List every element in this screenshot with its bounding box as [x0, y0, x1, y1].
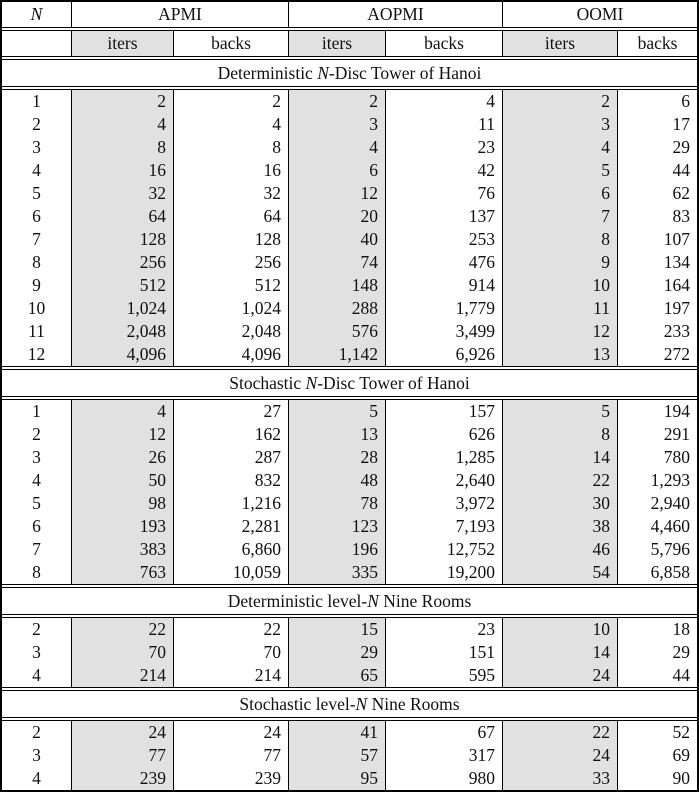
- section-title-row: [2, 588, 697, 614]
- iters-cell: 38: [502, 515, 617, 538]
- section-title-row: [2, 691, 697, 717]
- iters-cell: 30: [502, 492, 617, 515]
- table-row: [2, 343, 697, 366]
- backs-cell: 832: [173, 469, 288, 492]
- iters-cell: 74: [288, 251, 385, 274]
- iters-cell: 10: [502, 274, 617, 297]
- iters-cell: 13: [502, 343, 617, 366]
- iters-cell: 5: [502, 400, 617, 423]
- backs-cell: 2: [173, 90, 288, 113]
- backs-cell: 914: [385, 274, 502, 297]
- iters-cell: 8: [502, 423, 617, 446]
- iters-cell: 22: [502, 721, 617, 744]
- backs-cell: 1,024: [173, 297, 288, 320]
- backs-cell: 3,972: [385, 492, 502, 515]
- backs-cell: 1,285: [385, 446, 502, 469]
- iters-cell: 95: [288, 767, 385, 790]
- backs-cell: 4: [173, 113, 288, 136]
- iters-cell: 29: [288, 641, 385, 664]
- backs-cell: 197: [617, 297, 697, 320]
- backs-cell: 6,858: [617, 561, 697, 584]
- section-title-block: [2, 690, 697, 718]
- section-title-row: [2, 370, 697, 396]
- backs-cell: 2,048: [173, 320, 288, 343]
- backs-cell: 137: [385, 205, 502, 228]
- iters-cell: 22: [71, 618, 173, 641]
- n-cell: 4: [32, 160, 41, 180]
- subheader-aopmi-iters: iters: [288, 31, 385, 56]
- section-title-prefix: Deterministic: [217, 63, 318, 83]
- iters-cell: 2: [288, 90, 385, 113]
- backs-cell: 2,281: [173, 515, 288, 538]
- backs-cell: 291: [617, 423, 697, 446]
- iters-cell: 65: [288, 664, 385, 687]
- iters-cell: 4,096: [71, 343, 173, 366]
- section-title: [2, 588, 697, 614]
- iters-cell: 1,142: [288, 343, 385, 366]
- backs-cell: 3,499: [385, 320, 502, 343]
- backs-cell: 164: [617, 274, 697, 297]
- table-row: [2, 274, 697, 297]
- section-title-block: [2, 59, 697, 87]
- section-title-italic: N: [355, 694, 368, 714]
- iters-cell: 214: [71, 664, 173, 687]
- iters-cell: 193: [71, 515, 173, 538]
- iters-cell: 54: [502, 561, 617, 584]
- table-row: [2, 400, 697, 423]
- backs-cell: 512: [173, 274, 288, 297]
- backs-cell: 90: [617, 767, 697, 790]
- n-cell: 2: [32, 424, 41, 444]
- section-body-block: [2, 720, 697, 790]
- n-cell: 2: [32, 114, 41, 134]
- n-cell: 2: [32, 619, 41, 639]
- subheader-aopmi-backs: backs: [385, 31, 502, 56]
- n-cell: 3: [32, 642, 41, 662]
- iters-cell: 2,048: [71, 320, 173, 343]
- table-row: [2, 515, 697, 538]
- iters-cell: 239: [71, 767, 173, 790]
- backs-cell: 52: [617, 721, 697, 744]
- n-cell: 9: [32, 275, 41, 295]
- iters-cell: 40: [288, 228, 385, 251]
- iters-cell: 383: [71, 538, 173, 561]
- iters-cell: 512: [71, 274, 173, 297]
- backs-cell: 10,059: [173, 561, 288, 584]
- iters-cell: 50: [71, 469, 173, 492]
- iters-cell: 4: [71, 400, 173, 423]
- section-title-suffix: -Disc Tower of Hanoi: [328, 63, 482, 83]
- table-row: [2, 664, 697, 687]
- backs-cell: 42: [385, 159, 502, 182]
- n-cell: 5: [32, 183, 41, 203]
- n-cell: 4: [32, 665, 41, 685]
- backs-cell: 1,216: [173, 492, 288, 515]
- iters-cell: 77: [71, 744, 173, 767]
- table-row: [2, 205, 697, 228]
- iters-cell: 256: [71, 251, 173, 274]
- table-subheader-row: [2, 31, 697, 56]
- section-title-block: [2, 587, 697, 615]
- section-title-suffix: Nine Rooms: [367, 694, 460, 714]
- iters-cell: 763: [71, 561, 173, 584]
- backs-cell: 7,193: [385, 515, 502, 538]
- backs-cell: 23: [385, 618, 502, 641]
- backs-cell: 12,752: [385, 538, 502, 561]
- backs-cell: 157: [385, 400, 502, 423]
- section-title: [2, 691, 697, 717]
- table-row: [2, 423, 697, 446]
- iters-cell: 4: [288, 136, 385, 159]
- table-row: [2, 561, 697, 584]
- section-title-prefix: Deterministic level-: [227, 591, 368, 611]
- backs-cell: 626: [385, 423, 502, 446]
- iters-cell: 1,024: [71, 297, 173, 320]
- backs-cell: 2,640: [385, 469, 502, 492]
- iters-cell: 576: [288, 320, 385, 343]
- backs-cell: 1,293: [617, 469, 697, 492]
- iters-cell: 13: [288, 423, 385, 446]
- backs-cell: 4: [385, 90, 502, 113]
- section-title-block: [2, 369, 697, 397]
- iters-cell: 9: [502, 251, 617, 274]
- backs-cell: 11: [385, 113, 502, 136]
- header-row-groups: [2, 2, 697, 28]
- iters-cell: 98: [71, 492, 173, 515]
- n-cell: 2: [32, 722, 41, 742]
- iters-cell: 5: [288, 400, 385, 423]
- n-cell: 1: [32, 91, 41, 111]
- table-row: [2, 492, 697, 515]
- iters-cell: 24: [502, 664, 617, 687]
- backs-cell: 69: [617, 744, 697, 767]
- n-cell: 8: [32, 252, 41, 272]
- iters-cell: 26: [71, 446, 173, 469]
- backs-cell: 256: [173, 251, 288, 274]
- backs-cell: 17: [617, 113, 697, 136]
- table-row: [2, 744, 697, 767]
- iters-cell: 288: [288, 297, 385, 320]
- iters-cell: 123: [288, 515, 385, 538]
- backs-cell: 595: [385, 664, 502, 687]
- backs-cell: 29: [617, 136, 697, 159]
- n-cell: 6: [32, 516, 41, 536]
- section-title-prefix: Stochastic: [229, 373, 306, 393]
- backs-cell: 27: [173, 400, 288, 423]
- iters-cell: 14: [502, 641, 617, 664]
- section-title-row: [2, 60, 697, 86]
- section-title-italic: N: [367, 591, 379, 611]
- section-title-prefix: Stochastic level-: [239, 694, 356, 714]
- subheader-oomi-iters: iters: [502, 31, 617, 56]
- backs-cell: 44: [617, 159, 697, 182]
- backs-cell: 1,779: [385, 297, 502, 320]
- section-title: [2, 60, 697, 86]
- iters-cell: 24: [502, 744, 617, 767]
- col-header-apmi: APMI: [71, 2, 288, 27]
- section-title-suffix: Nine Rooms: [378, 591, 472, 611]
- iters-cell: 22: [502, 469, 617, 492]
- backs-cell: 476: [385, 251, 502, 274]
- backs-cell: 780: [617, 446, 697, 469]
- table-row: [2, 90, 697, 113]
- backs-cell: 23: [385, 136, 502, 159]
- iters-cell: 10: [502, 618, 617, 641]
- iters-cell: 33: [502, 767, 617, 790]
- table-row: [2, 297, 697, 320]
- iters-cell: 3: [288, 113, 385, 136]
- table-row: [2, 721, 697, 744]
- subheader-oomi-backs: backs: [617, 31, 697, 56]
- iters-cell: 64: [71, 205, 173, 228]
- section-body-block: [2, 399, 697, 585]
- iters-cell: 4: [71, 113, 173, 136]
- backs-cell: 18: [617, 618, 697, 641]
- iters-cell: 12: [71, 423, 173, 446]
- backs-cell: 64: [173, 205, 288, 228]
- iters-cell: 11: [502, 297, 617, 320]
- table-row: [2, 136, 697, 159]
- backs-cell: 214: [173, 664, 288, 687]
- backs-cell: 4,096: [173, 343, 288, 366]
- backs-cell: 44: [617, 664, 697, 687]
- n-cell: 5: [32, 493, 41, 513]
- iters-cell: 12: [502, 320, 617, 343]
- n-cell: 3: [32, 745, 41, 765]
- backs-cell: 151: [385, 641, 502, 664]
- n-cell: 1: [32, 401, 41, 421]
- iters-cell: 8: [502, 228, 617, 251]
- subheader-empty: [2, 31, 71, 56]
- n-cell: 4: [32, 470, 41, 490]
- iters-cell: 2: [71, 90, 173, 113]
- n-cell: 6: [32, 206, 41, 226]
- backs-cell: 128: [173, 228, 288, 251]
- table-row: [2, 767, 697, 790]
- iters-cell: 57: [288, 744, 385, 767]
- n-cell: 11: [28, 321, 45, 341]
- table-row: [2, 182, 697, 205]
- backs-cell: 233: [617, 320, 697, 343]
- iters-cell: 6: [288, 159, 385, 182]
- backs-cell: 77: [173, 744, 288, 767]
- backs-cell: 19,200: [385, 561, 502, 584]
- backs-cell: 107: [617, 228, 697, 251]
- col-header-n: N: [30, 4, 43, 24]
- iters-cell: 41: [288, 721, 385, 744]
- backs-cell: 239: [173, 767, 288, 790]
- header-row-sub: [2, 30, 697, 57]
- n-cell: 3: [32, 137, 41, 157]
- n-cell: 4: [32, 768, 41, 788]
- iters-cell: 2: [502, 90, 617, 113]
- subheader-apmi-backs: backs: [173, 31, 288, 56]
- iters-cell: 3: [502, 113, 617, 136]
- backs-cell: 5,796: [617, 538, 697, 561]
- iters-cell: 128: [71, 228, 173, 251]
- backs-cell: 24: [173, 721, 288, 744]
- iters-cell: 335: [288, 561, 385, 584]
- backs-cell: 22: [173, 618, 288, 641]
- section-body-block: [2, 617, 697, 688]
- table-row: [2, 228, 697, 251]
- backs-cell: 980: [385, 767, 502, 790]
- backs-cell: 272: [617, 343, 697, 366]
- backs-cell: 253: [385, 228, 502, 251]
- backs-cell: 287: [173, 446, 288, 469]
- iters-cell: 148: [288, 274, 385, 297]
- iters-cell: 7: [502, 205, 617, 228]
- backs-cell: 4,460: [617, 515, 697, 538]
- backs-cell: 162: [173, 423, 288, 446]
- table-row: [2, 618, 697, 641]
- subheader-apmi-iters: iters: [71, 31, 173, 56]
- table-row: [2, 113, 697, 136]
- backs-cell: 317: [385, 744, 502, 767]
- backs-cell: 83: [617, 205, 697, 228]
- backs-cell: 6,926: [385, 343, 502, 366]
- iters-cell: 15: [288, 618, 385, 641]
- iters-cell: 78: [288, 492, 385, 515]
- iters-cell: 8: [71, 136, 173, 159]
- iters-cell: 6: [502, 182, 617, 205]
- n-cell: 3: [32, 447, 41, 467]
- section-title-italic: N: [317, 63, 329, 83]
- iters-cell: 28: [288, 446, 385, 469]
- n-cell: 10: [27, 298, 46, 318]
- iters-cell: 48: [288, 469, 385, 492]
- iters-cell: 70: [71, 641, 173, 664]
- iters-cell: 5: [502, 159, 617, 182]
- backs-cell: 134: [617, 251, 697, 274]
- iters-cell: 16: [71, 159, 173, 182]
- table-row: [2, 641, 697, 664]
- col-header-oomi: OOMI: [502, 2, 697, 27]
- n-cell: 7: [32, 229, 41, 249]
- iters-cell: 20: [288, 205, 385, 228]
- n-cell: 7: [32, 539, 41, 559]
- iters-cell: 14: [502, 446, 617, 469]
- iters-cell: 24: [71, 721, 173, 744]
- col-header-aopmi: AOPMI: [288, 2, 502, 27]
- iters-cell: 4: [502, 136, 617, 159]
- section-title-italic: N: [305, 373, 318, 393]
- backs-cell: 6: [617, 90, 697, 113]
- backs-cell: 76: [385, 182, 502, 205]
- backs-cell: 62: [617, 182, 697, 205]
- n-cell: 8: [32, 562, 41, 582]
- section-title: [2, 370, 697, 396]
- iters-cell: 12: [288, 182, 385, 205]
- table-row: [2, 159, 697, 182]
- table-row: [2, 538, 697, 561]
- iters-cell: 32: [71, 182, 173, 205]
- table-row: [2, 446, 697, 469]
- iters-cell: 46: [502, 538, 617, 561]
- backs-cell: 16: [173, 159, 288, 182]
- backs-cell: 194: [617, 400, 697, 423]
- backs-cell: 70: [173, 641, 288, 664]
- table-row: [2, 251, 697, 274]
- iters-cell: 196: [288, 538, 385, 561]
- backs-cell: 2,940: [617, 492, 697, 515]
- n-cell: 12: [27, 344, 46, 364]
- backs-cell: 67: [385, 721, 502, 744]
- backs-cell: 8: [173, 136, 288, 159]
- backs-cell: 29: [617, 641, 697, 664]
- table-row: [2, 469, 697, 492]
- table-header-row: [2, 2, 697, 27]
- table-row: [2, 320, 697, 343]
- section-title-suffix: -Disc Tower of Hanoi: [317, 373, 470, 393]
- section-body-block: [2, 89, 697, 367]
- backs-cell: 32: [173, 182, 288, 205]
- backs-cell: 6,860: [173, 538, 288, 561]
